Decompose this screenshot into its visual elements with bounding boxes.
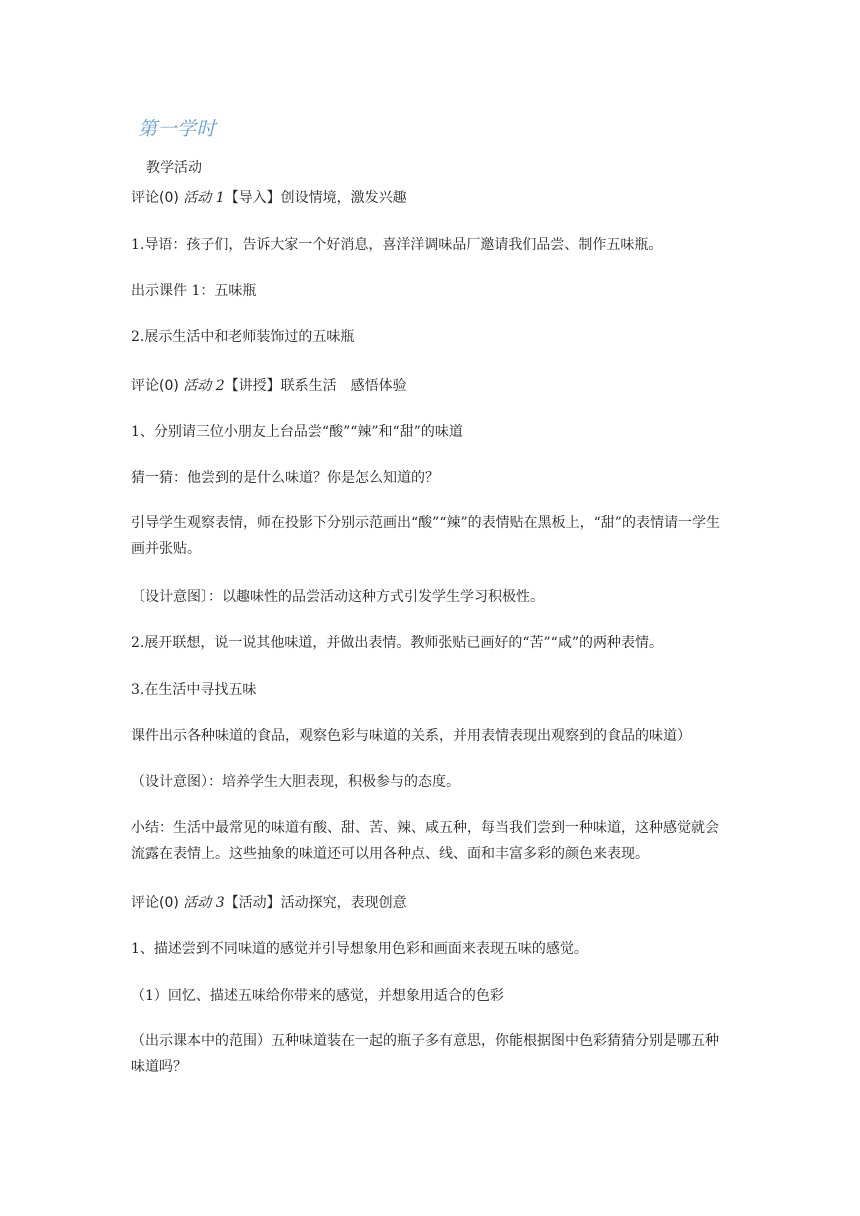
activity-3-header [131,893,407,913]
paragraph: 〔设计意图〕：以趣味性的品尝活动这种方式引发学生学习积极性。 [131,589,544,605]
comment-link[interactable]: 评论(0) [131,190,179,206]
paragraph: 引导学生观察表情，师在投影下分别示范画出“酸”“辣”的表情贴在黑板上，“甜”的表情请一学生画并张贴。 [131,515,720,557]
paragraph: 1、描述尝到不同味道的感觉并引导想象用色彩和画面来表现五味的感觉。 [131,941,588,957]
activity-label: 活动 1 [183,190,225,206]
activity-2-header [131,376,407,396]
paragraph: 3.在生活中寻找五味 [131,682,257,698]
paragraph: 1、分别请三位小朋友上台品尝“酸”“辣”和“甜”的味道 [131,424,463,440]
paragraph: 小结：生活中最常见的味道有酸、甜、苦、辣、咸五种，每当我们尝到一种味道，这种感觉就会流露在表情上。这些抽象的味道还可以用各种点、线、面和丰富多彩的颜色来表现。 [131,820,719,862]
comment-link[interactable]: 评论(0) [131,895,179,911]
paragraph: 2.展示生活中和老师装饰过的五味瓶 [131,329,355,345]
activity-label: 活动 2 [183,378,225,394]
subheading: 教学活动 [146,160,202,176]
paragraph: （设计意图）：培养学生大胆表现，积极参与的态度。 [131,774,460,790]
comment-link[interactable]: 评论(0) [131,378,179,394]
activity-label: 活动 3 [183,895,225,911]
paragraph: 2.展开联想，说一说其他味道，并做出表情。教师张贴已画好的“苦”“咸”的两种表情。 [131,635,663,651]
paragraph: 1.导语：孩子们，告诉大家一个好消息，喜洋洋调味品厂邀请我们品尝、制作五味瓶。 [131,237,663,253]
paragraph: 猜一猜：他尝到的是什么味道？你是怎么知道的？ [131,470,439,486]
paragraph: （1）回忆、描述五味给你带来的感觉，并想象用适合的色彩 [131,988,504,1004]
activity-title: 【讲授】联系生活 感悟体验 [224,378,407,394]
activity-title: 【活动】活动探究，表现创意 [224,895,407,911]
paragraph: （出示课本中的范围）五种味道装在一起的瓶子多有意思，你能根据图中色彩猜猜分别是哪五种味道吗？ [131,1033,719,1075]
paragraph: 课件出示各种味道的食品，观察色彩与味道的关系，并用表情表现出观察到的食品的味道） [131,728,691,744]
paragraph: 出示课件 1：五味瓶 [131,283,257,299]
activity-1-header [131,188,407,208]
activity-title: 【导入】创设情境，激发兴趣 [224,190,407,206]
section-heading: 第一学时 [138,118,217,140]
